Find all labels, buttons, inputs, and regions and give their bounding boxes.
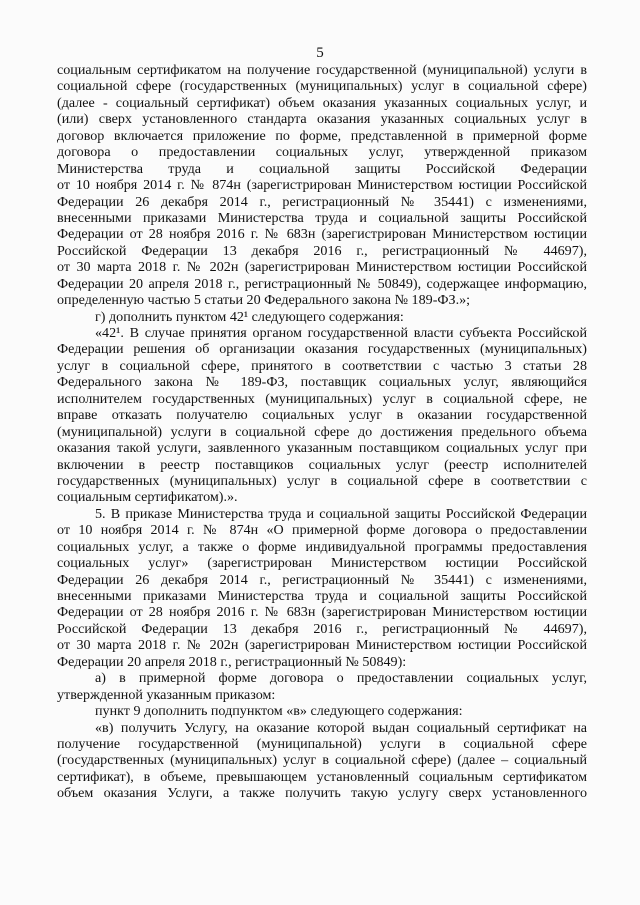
- text-line: исполнителем государственных (муниципальных) услуг в социальной сфере, не: [57, 390, 587, 407]
- text-line: внесенными приказами Министерства труда и социальной защиты Российской: [57, 588, 587, 604]
- text-line: Российской Федерации 13 декабря 2016 г., регистрационный № 44697),: [57, 242, 587, 259]
- text-line: вправе отказать получателю социальных услуг в оказании государственной: [57, 407, 587, 424]
- text-line: Российской Федерации 13 декабря 2016 г., регистрационный № 44697),: [57, 620, 587, 637]
- text-line: объем оказания Услуги, а также получить такую услугу сверх установленного: [57, 785, 587, 802]
- text-line: пункт 9 дополнить подпунктом «в» следующего содержания:: [95, 703, 463, 720]
- text-line: утвержденной указанным приказом:: [57, 686, 276, 703]
- text-line: (далее - социальный сертификат) объем оказания указанных социальных услуг, и: [57, 94, 587, 111]
- text-line: от 10 ноября 2014 г. № 874н «О примерной форме договора о предоставлении: [57, 522, 587, 539]
- text-line: Федерации 26 декабря 2014 г., регистрационный № 35441) с изменениями,: [57, 193, 587, 210]
- text-line: услуг в социальной сфере, принятого в соответствии с частью 3 статьи 28: [57, 357, 587, 374]
- text-line: социальным сертификатом).».: [57, 489, 238, 506]
- text-line: а) в примерной форме договора о предоставлении социальных услуг,: [95, 670, 587, 687]
- text-line: Федерации 26 декабря 2014 г., регистрационный № 35441) с изменениями,: [57, 571, 587, 588]
- text-line: Федерации решения об организации оказания государственных (муниципальных): [57, 341, 587, 358]
- text-line: Федерации 20 апреля 2018 г., регистрационный № 50849):: [57, 653, 407, 670]
- text-line: внесенными приказами Министерства труда и социальной защиты Российской: [57, 209, 587, 226]
- text-line: договора о предоставлении социальных услуг, утвержденной приказом: [57, 144, 587, 161]
- page-number: 5: [316, 45, 324, 61]
- text-line: Федерального закона № 189-ФЗ, поставщик социальных услуг, являющийся: [57, 374, 587, 391]
- text-line: (или) сверх установленного стандарта оказания указанных социальных услуг в: [57, 111, 587, 128]
- text-line: договор включается приложение по форме, представленной в примерной форме: [57, 127, 587, 144]
- text-line: социальных услуг, а также о форме индивидуальной программы предоставления: [57, 538, 587, 555]
- text-line: Федерации от 28 ноября 2016 г. № 683н (зарегистрирован Министерством юстиции: [57, 226, 587, 243]
- text-line: (государственных (муниципальных) услуг в социальной сфере) (далее – социальный: [57, 752, 587, 769]
- text-line: включении в реестр поставщиков социальных услуг (реестр исполнителей: [57, 456, 587, 473]
- document-body: [57, 62, 587, 802]
- text-line: социальным сертификатом на получение государственной (муниципальной) услуги в: [57, 62, 587, 78]
- text-line: определенную частью 5 статьи 20 Федерального закона № 189-ФЗ.»;: [57, 292, 471, 309]
- text-line: от 30 марта 2018 г. № 202н (зарегистрирован Министерством юстиции Российской: [57, 637, 587, 654]
- text-line: Министерства труда и социальной защиты Российской Федерации: [57, 160, 587, 177]
- text-line: «42¹. В случае принятия органом государственной власти субъекта Российской: [95, 325, 587, 341]
- text-line: Федерации 20 апреля 2018 г., регистрационный № 50849), содержащее информацию,: [57, 275, 587, 292]
- text-line: социальной сфере (государственных (муниципальных) услуг в социальной сфере): [57, 78, 587, 95]
- text-line: г) дополнить пунктом 42¹ следующего содержания:: [95, 308, 404, 325]
- text-line: (муниципальной) услуги в социальной сфере до достижения предельного объема: [57, 423, 587, 440]
- text-line: сертификат), в объеме, превышающем установленный социальным сертификатом: [57, 768, 587, 785]
- text-line: социальных услуг» (зарегистрирован Министерством юстиции Российской: [57, 555, 587, 572]
- text-line: Федерации от 28 ноября 2016 г. № 683н (зарегистрирован Министерством юстиции: [57, 604, 587, 621]
- text-line: от 30 марта 2018 г. № 202н (зарегистрирован Министерством юстиции Российской: [57, 259, 587, 276]
- text-line: от 10 ноября 2014 г. № 874н (зарегистрирован Министерством юстиции Российской: [57, 177, 587, 194]
- text-line: получение государственной (муниципальной) услуги в социальной сфере: [57, 735, 587, 752]
- text-line: государственных (муниципальных) услуг в социальной сфере в соответствии с: [57, 472, 587, 489]
- text-line: 5. В приказе Министерства труда и социальной защиты Российской Федерации: [95, 505, 587, 522]
- text-line: оказания такой услуги, заявленного указанным поставщиком социальных услуг при: [57, 440, 587, 457]
- text-line: «в) получить Услугу, на оказание которой выдан социальный сертификат на: [95, 719, 587, 736]
